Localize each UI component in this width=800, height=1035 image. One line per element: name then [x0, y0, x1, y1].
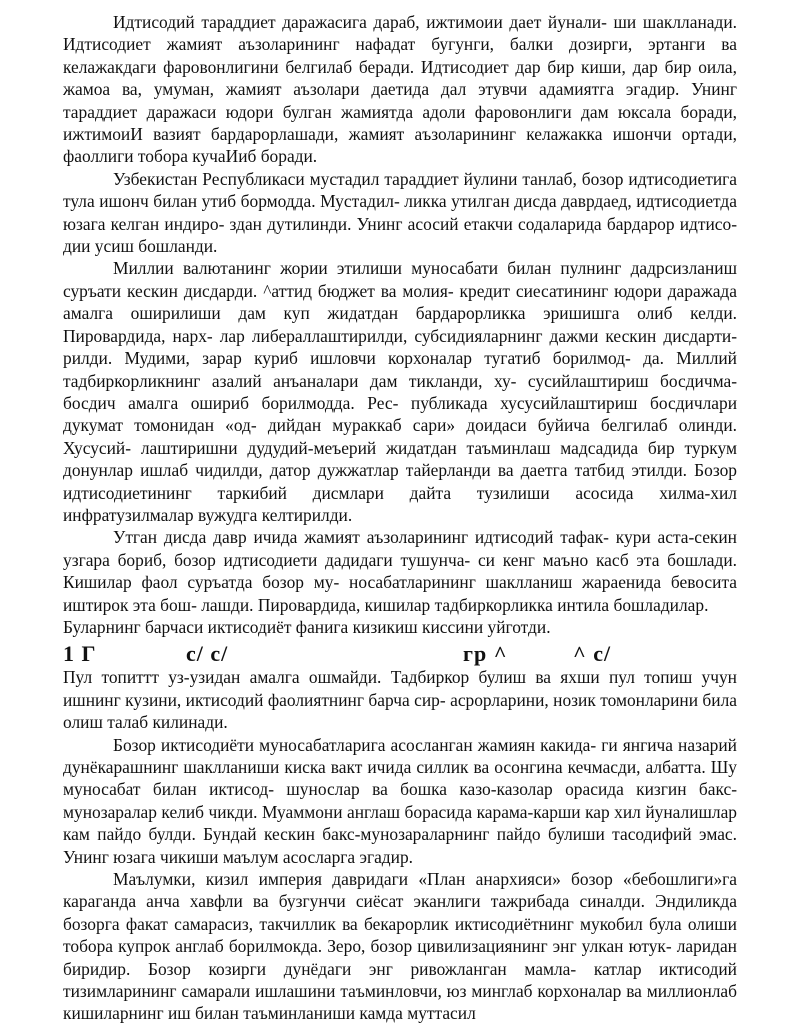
- paragraph-5-plain-line: Буларнинг барчаси иктисодиёт фанига кизикиш киссини уйготди.: [63, 616, 551, 637]
- paragraph-6: Пул топиттт уз-узидан амалга ошмайди. Тадбиркор булиш ва яхши пул топиш учун ишнинг кузини, иктисодий фаолиятнинг барча сир- асрорларини, нозик томонларини била олиш талаб килинади.: [63, 667, 737, 733]
- garbled-fragment-2: с/ с/: [186, 641, 229, 667]
- garbled-fragment-1: 1 Г: [63, 641, 97, 667]
- paragraph-1: Идтисодий тараддиет даражасига дараб, ижтимоии дает йунали- ши шаклланади. Идтисодиет жамият аъзоларининг нафадат бугунги, балки дозирги, эртанги ва келажакдаги фаровонлигини белгилаб беради. Идтисодиет дар бир киши, дар бир оила, жамоа ва, умуман, жамият аъзолари даетида дал этувчи адамиятга эгадир. Унинг тараддиет даражаси юдори булган жамиятда адоли фаровонлиги дам юксала боради, ижтимоиИ вазият бардарорлашади, жамият аъзоларининг келажакка ишончи ортади, фаоллиги тобора кучаИиб боради.: [63, 12, 737, 167]
- paragraph-3: Миллии валютанинг жории этилиши муносабати билан пулнинг дадрсизланиш суръати кескин дисдарди. ^аттид бюджет ва молия- кредит сиесатининг юдори даражада амалга оширилиши дам куп жидатдан бардарорликка эришишга олиб келди. Пировардида, нарх- лар либераллаштирилди, субсидияларнинг дажми кескин дисдарти- рилди. Мудими, зарар куриб ишловчи корхоналар тугатиб борилмод- да. Миллий тадбиркорликнинг азалий анъаналари дам тикланди, ху- сусийлаштириш босдичма-босдич амалга ошириб борилмодда. Рес- публикада хусусийлаштириш босдичлари дукумат томонидан «од- дийдан мураккаб сари» доидаси буйича белгилаб олинди. Хусусий- лаштиришни дудудий-меъерий жидатдан таъминлаш мадсадида бир туркум донунлар ишлаб чидилди, датор дужжатлар тайерланди ва даетга татбид этилди. Бозор идтисодиетининг таркибий дисмлари дайта тузилиши асосида хилма-хил инфратузилмалар вужудга келтирилди.: [63, 258, 737, 525]
- garbled-fragment-3: гр ^: [463, 641, 508, 667]
- paragraph-7: Бозор иктисодиёти муносабатларига асосланган жамиян какида- ги янгича назарий дунёкарашнинг шаклланиши киска вакт ичида силлик ва осонгина кечмасди, албатта. Шу муносабат билан иктисод- шунослар ва бошка казо-казолар орасида кизгин бакс-мунозаралар келиб чикди. Муаммони англаш борасида карама-карши кар хил йуналишлар кам пайдо булди. Бундай кескин бакс-мунозараларнинг пайдо булиши тасодифий эмас. Унинг юзага чикиши маълум асосларга эгадир.: [63, 734, 737, 867]
- paragraph-2: Узбекистан Республикаси мустадил тараддиет йулини танлаб, бозор идтисодиетига тула ишонч билан утиб бормодда. Мустадил- ликка утилган дисда даврдаед, идтисодиетда юзага келган индиро- здан дутилинди. Унинг асосий етакчи содаларида бардарор идтисо- дии усиш бошланди.: [63, 168, 737, 257]
- paragraph-8: Маълумки, кизил империя давридаги «План анархияси» бозор «бебошлиги»га караганда анча хавфли ва бузгунчи сиёсат эканлиги тажрибада синалди. Эндиликда бозорга факат самарасиз, такчиллик ва бекарорлик иктисодиётнинг мукобил була олиши тобора купрок англаб борилмокда. Зеро, бозор цивилизациянинг энг улкан ютук- ларидан биридир. Бозор козирги дунёдаги энг ривожланган мамла- катлар иктисодий тизимларининг самарали ишлашини таъминловчи, юз минглаб корхоналар ва миллионлаб кишиларнинг иш билан таъминланиши камда муттасил: [63, 869, 737, 1024]
- garbled-fragment-4: ^ с/: [573, 641, 612, 667]
- garbled-ocr-line: [63, 642, 737, 666]
- paragraph-4: Утган дисда давр ичида жамият аъзоларининг идтисодий тафак- кури аста-секин узгара бориб, бозор идтисодиети дадидаги тушунча- си кенг маъно касб эта бошлади. Кишилар фаол суръатда бозор му- носабатларининг шаклланиш жараенида бевосита иштирок эта бош- лашди. Пировардида, кишилар тадбиркорликка интила бошладилар.: [63, 527, 737, 615]
